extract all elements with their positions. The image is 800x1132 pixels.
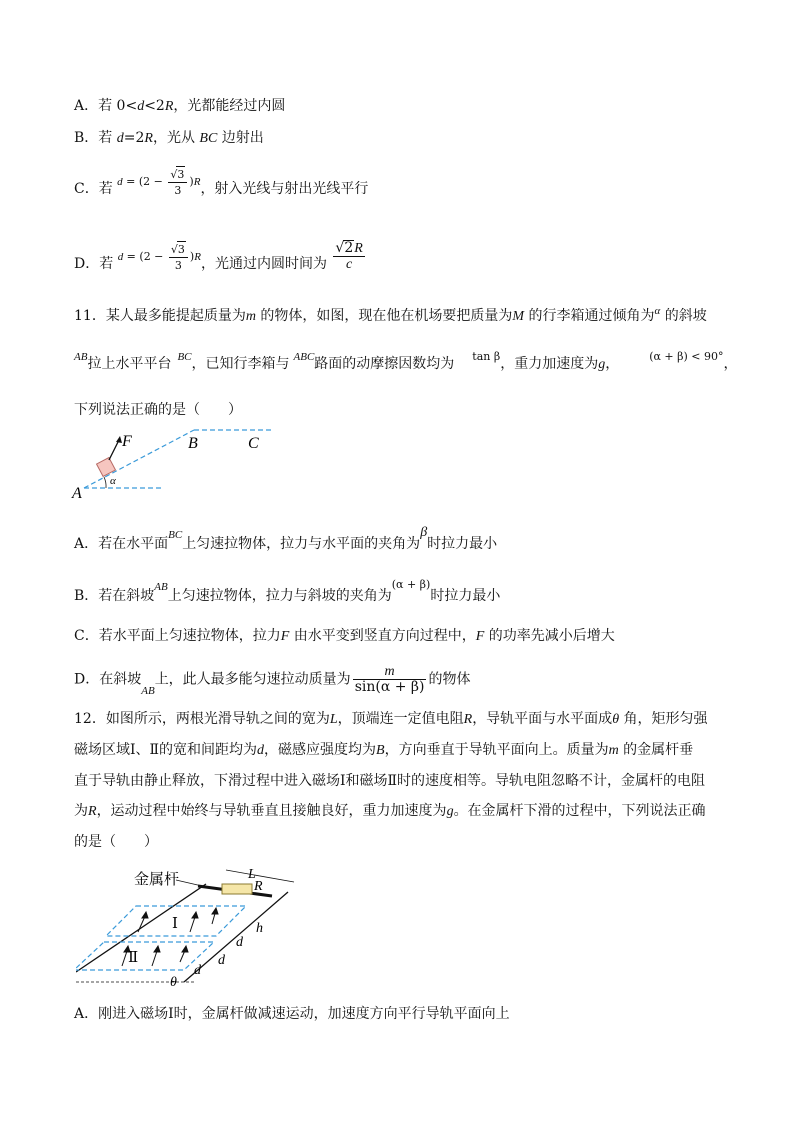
q10-option-b: B．若 d=2R，光从 BC 边射出	[74, 130, 264, 146]
q11-stem-line2: $^{AB}$拉上水平平台 $^{BC}$，已知行李箱与 $^{ABC}$路面的动摩擦因数均为 $^{tan \beta}$，重力加速度为g， $^{(\alpha + \beta) < 90^\circ}$，	[74, 350, 738, 372]
q11-option-c: C．若水平面上匀速拉物体，拉力F 由水平变到竖直方向过程中，F 的功率先减小后增大	[74, 628, 615, 644]
q12-line2: 磁场区域Ⅰ、Ⅱ的宽和间距均为d，磁感应强度均为B，方向垂直于导轨平面向上。质量为m 的金属杆垂	[74, 742, 694, 758]
rod-label: 金属杆	[134, 872, 180, 888]
d-label-1: d	[236, 935, 243, 950]
formula-d-c: d = (2 − √3 3 )R	[117, 168, 201, 197]
width-label: L	[248, 867, 256, 882]
theta-label: θ	[170, 975, 177, 990]
q12-stem	[74, 704, 734, 857]
q11-option-a: A．若在水平面$^{BC}$上匀速拉物体，拉力与水平面的夹角为β时拉力最小	[74, 525, 498, 552]
q11-stem-line1: 11．某人最多能提起质量为m 的物体，如图，现在他在机场要把质量为M 的行李箱通过倾角为$^\alpha$ 的斜坡	[74, 305, 707, 324]
q10-option-a: A．若 0<d<2R，光都能经过内圆	[74, 98, 286, 114]
q11-stem-line3: 下列说法正确的是（ ）	[74, 402, 242, 418]
point-c-label: C	[248, 435, 259, 452]
h-label: h	[256, 921, 263, 936]
q11-option-d: D．在斜坡$_{AB}$上，此人最多能匀速拉动质量为 $\frac{m}{\sin(\alpha + \beta)}$ 的物体	[74, 664, 471, 697]
time-fraction: $\frac{√2R}{c}$	[335, 240, 363, 272]
q10-option-d: D．若 $^{d = (2 - \frac{√3}{3} )R}$，光通过内圆时间为 $\frac{√2R}{c}$	[74, 240, 363, 272]
resistor	[222, 884, 252, 894]
q12-option-a: A．刚进入磁场Ⅰ时，金属杆做减速运动，加速度方向平行导轨平面向上	[74, 1006, 510, 1022]
force-label: F	[122, 433, 132, 450]
resistor-label: R	[254, 879, 263, 894]
q11-slope-figure	[70, 424, 280, 504]
point-a-label: A	[72, 485, 82, 502]
field-2-label: Ⅱ	[128, 950, 139, 966]
q12-rail-figure	[76, 862, 316, 990]
alpha-angle-arc	[104, 477, 106, 488]
field-arrows-1	[138, 908, 218, 932]
slope-ab-line	[84, 430, 194, 488]
q12-line4: 为R，运动过程中始终与导轨垂直且接触良好，重力加速度为g。在金属杆下滑的过程中，下列说法正确	[74, 803, 706, 819]
left-rail	[76, 884, 206, 972]
d-label-3: d	[194, 963, 201, 978]
formula-d-d: d = (2 − √3 3 )R	[117, 243, 201, 272]
q10-option-c: C．若 $^{d = (2 - \frac{√3}{3} )R}$，射入光线与射出光线平行	[74, 168, 369, 197]
q12-line3: 直于导轨由静止释放，下滑过程中进入磁场Ⅰ和磁场Ⅱ时的速度相等。导轨电阻忽略不计，金属杆的电阻	[74, 773, 706, 789]
q12-line1: 12．如图所示，两根光滑导轨之间的宽为L，顶端连一定值电阻R，导轨平面与水平面成θ 角，矩形匀强	[74, 711, 708, 727]
alpha-label: α	[110, 475, 116, 487]
luggage-box	[97, 458, 116, 477]
rod-pointer	[176, 880, 202, 886]
d-label-2: d	[218, 953, 225, 968]
q11-option-b: B．若在斜坡$^{AB}$上匀速拉物体，拉力与斜坡的夹角为$^{(\alpha + \beta)}$时拉力最小	[74, 578, 501, 604]
field-1-label: Ⅰ	[172, 916, 178, 932]
point-b-label: B	[188, 435, 198, 452]
q12-line5: 的是（ ）	[74, 834, 158, 850]
